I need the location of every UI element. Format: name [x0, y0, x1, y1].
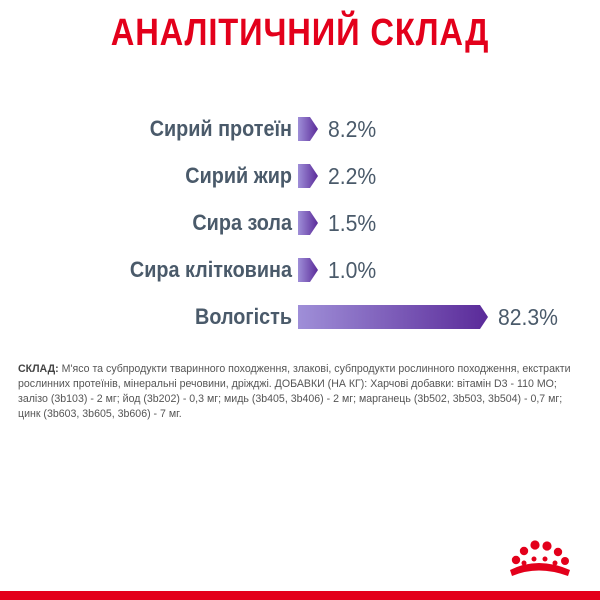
- value-label-4: 82.3%: [498, 304, 559, 330]
- composition-text: [18, 362, 584, 422]
- category-label-4: Вологість: [195, 304, 292, 329]
- category-label-1: Сирий жир: [185, 163, 292, 188]
- bar-2: [298, 211, 318, 235]
- category-label-3: Сира клітковина: [129, 257, 292, 282]
- value-label-0: 8.2%: [328, 116, 377, 142]
- category-label-2: Сира зола: [192, 210, 292, 235]
- bar-0: [298, 117, 318, 141]
- value-label-2: 1.5%: [328, 210, 377, 236]
- bar-4: [298, 305, 488, 329]
- composition-label: СКЛАД:: [18, 363, 59, 375]
- bar-3: [298, 258, 318, 282]
- composition-body: М'ясо та субпродукти тваринного походження, злакові, субпродукти рослинного походження, екстракти рослинних протеїнів, мінеральні речовини, дріжджі. ДОБАВКИ (НА КГ): Харчові добавки: вітамін D3 - 110 МО; залізо (3b103) - 2 мг; йод (3b202) - 0,3 мг; мидь (3b405, 3b406) - 2 мг; марганець (3b502, 3b503, 3b504) - 0,7 мг; цинк (3b603, 3b605, 3b606) - 7 мг.: [18, 363, 571, 420]
- brand-bottom-bar: [0, 591, 600, 600]
- category-label-0: Сирий протеїн: [149, 116, 292, 141]
- page-title: АНАЛІТИЧНИЙ СКЛАД: [110, 12, 490, 54]
- value-label-1: 2.2%: [328, 163, 377, 189]
- royal-canin-crown-icon: [498, 520, 578, 580]
- value-label-3: 1.0%: [328, 257, 377, 283]
- bar-1: [298, 164, 318, 188]
